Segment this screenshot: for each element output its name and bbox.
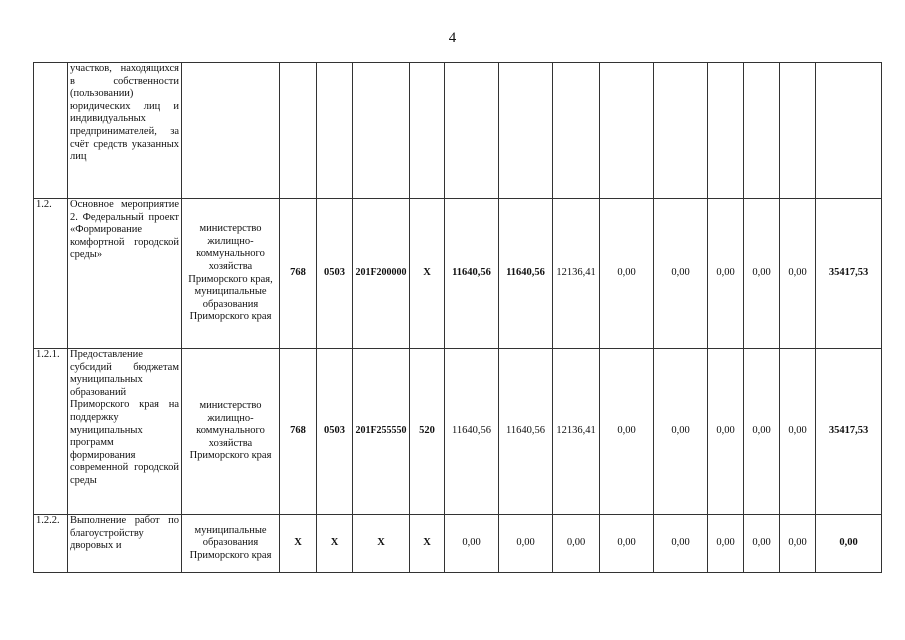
csr-code: [353, 63, 410, 199]
year-value: 12136,41: [553, 199, 600, 349]
row-description: Выполнение работ по благоустройству дворовых и: [68, 515, 182, 573]
year-value: 0,00: [553, 515, 600, 573]
vr-code: Х: [410, 515, 445, 573]
csr-code: 201F200000: [353, 199, 410, 349]
table-row: [34, 515, 882, 573]
year-value: 0,00: [654, 515, 708, 573]
csr-code: 201F255550: [353, 349, 410, 515]
year-value: 11640,56: [445, 349, 499, 515]
year-value: [600, 63, 654, 199]
rzpr-code: [317, 63, 353, 199]
year-value: 0,00: [654, 349, 708, 515]
table-row: [34, 63, 882, 199]
year-value: 0,00: [744, 349, 780, 515]
year-value: [744, 63, 780, 199]
year-value: 0,00: [708, 349, 744, 515]
vr-code: Х: [410, 199, 445, 349]
row-description: Основное мероприятие 2. Федеральный проект «Формирование комфортной городской среды»: [68, 199, 182, 349]
year-value: [553, 63, 600, 199]
row-description: Предоставление субсидий бюджетам муниципальных образований Приморского края на поддержку муниципальных программ формирования современной городской среды: [68, 349, 182, 515]
row-total: 0,00: [816, 515, 882, 573]
year-value: 0,00: [445, 515, 499, 573]
year-value: [499, 63, 553, 199]
row-total: [816, 63, 882, 199]
year-value: 11640,56: [445, 199, 499, 349]
row-executor: министерство жилищно-коммунального хозяйства Приморского края: [182, 349, 280, 515]
vr-code: [410, 63, 445, 199]
row-total: 35417,53: [816, 199, 882, 349]
year-value: 0,00: [780, 199, 816, 349]
row-number: 1.2.2.: [34, 515, 68, 573]
year-value: 0,00: [654, 199, 708, 349]
year-value: 0,00: [499, 515, 553, 573]
row-executor: министерство жилищно-коммунального хозяйства Приморского края, муниципальные образования Приморского края: [182, 199, 280, 349]
page-number: 4: [448, 30, 457, 46]
grbs-code: 768: [280, 349, 317, 515]
year-value: 0,00: [600, 199, 654, 349]
grbs-code: Х: [280, 515, 317, 573]
table-row: [34, 349, 882, 515]
year-value: 0,00: [744, 515, 780, 573]
year-value: 0,00: [708, 199, 744, 349]
year-value: 12136,41: [553, 349, 600, 515]
rzpr-code: Х: [317, 515, 353, 573]
row-executor: муниципальные образования Приморского края: [182, 515, 280, 573]
row-number: [34, 63, 68, 199]
year-value: 0,00: [780, 515, 816, 573]
year-value: [445, 63, 499, 199]
rzpr-code: 0503: [317, 199, 353, 349]
vr-code: 520: [410, 349, 445, 515]
row-executor: [182, 63, 280, 199]
grbs-code: [280, 63, 317, 199]
row-total: 35417,53: [816, 349, 882, 515]
row-number: 1.2.: [34, 199, 68, 349]
year-value: [708, 63, 744, 199]
year-value: [654, 63, 708, 199]
row-number: 1.2.1.: [34, 349, 68, 515]
year-value: [780, 63, 816, 199]
year-value: 0,00: [600, 515, 654, 573]
year-value: 0,00: [600, 349, 654, 515]
row-description: участков, находящихся в собственности (пользовании) юридических лиц и индивидуальных предпринимателей, за счёт средств указанных лиц: [68, 63, 182, 199]
year-value: 0,00: [708, 515, 744, 573]
year-value: 11640,56: [499, 349, 553, 515]
budget-table: [33, 62, 882, 573]
rzpr-code: 0503: [317, 349, 353, 515]
year-value: 0,00: [780, 349, 816, 515]
year-value: 0,00: [744, 199, 780, 349]
csr-code: Х: [353, 515, 410, 573]
year-value: 11640,56: [499, 199, 553, 349]
table-row: [34, 199, 882, 349]
grbs-code: 768: [280, 199, 317, 349]
